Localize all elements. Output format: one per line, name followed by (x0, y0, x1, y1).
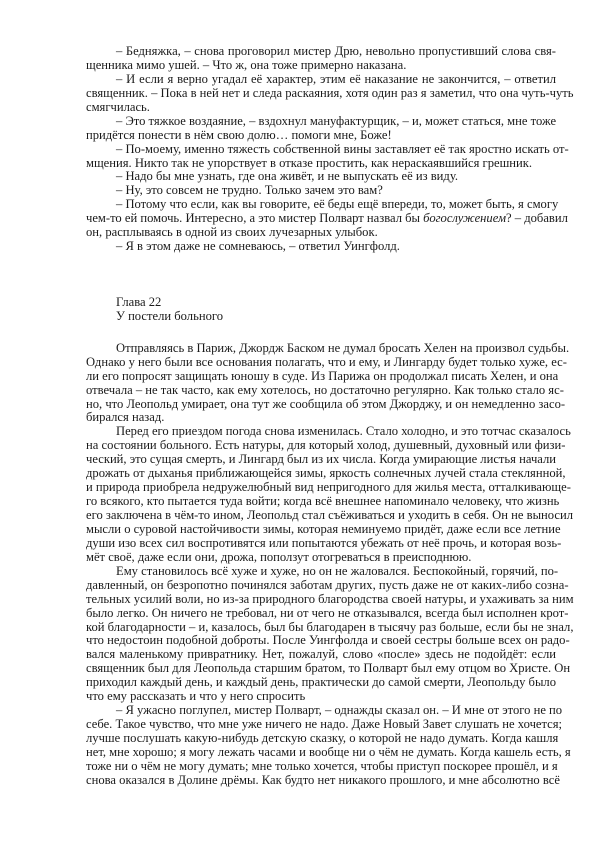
text-line: – Потому что если, как вы говорите, её беды ещё впереди, то, может быть, я смогу (116, 197, 559, 212)
text-line: – Это тяжкое воздаяние, – вздохнул мануфактурщик, – и, может статься, мне тоже (116, 113, 557, 128)
text-line: и природа приобрела недружелюбный вид непригодного для жилья места, отталкивающе- (86, 480, 571, 495)
text-line: го всякого, кто пытается туда войти; когда всё внешнее напоминало человеку, что жизнь (86, 494, 560, 509)
text-line: – Надо бы мне узнать, где она живёт, и не выпускать её из виду. (116, 169, 459, 184)
text-line: но, что Леопольд умирает, она тут же сообщила об этом Джорджу, и он немедленно засо- (86, 396, 566, 411)
text-line: мысли о суровой настойчивости зимы, которая неминуемо придёт, даже если все летние (86, 521, 561, 536)
text-line: на состоянии больного. Есть натуры, для который холод, душевный, духовный или физи- (86, 438, 566, 453)
text-line: – Я ужасно поглупел, мистер Полварт, – однажды сказал он. – И мне от этого не по (116, 703, 563, 718)
text-line: щенника мимо ушей. – Что ж, она тоже примерно наказана. (86, 57, 407, 72)
text-line: тельных усилий воли, но из-за природного благородства своей натуры, и ухаживать за ним (86, 591, 574, 606)
text-line: мёт своё, даже если они, дрожа, поползут отогреваться в преисподнюю. (86, 549, 472, 564)
chapter-body (86, 340, 574, 788)
text-line: он, расплываясь в одной из своих лучезарных улыбок. (86, 225, 378, 240)
text-line: лучше послушать какую-нибудь детскую сказку, о которой не надо думать. Когда кашля (86, 731, 559, 745)
text-line: отвечала – не так часто, как ему хотелось, но достаточно регулярно. Как только стало яс- (86, 382, 564, 397)
text-line: что ему рассказать и что у него спросить (86, 689, 306, 704)
text-line: – Бедняжка, – снова проговорил мистер Дрю, невольно пропустивший слова свя- (116, 44, 556, 58)
text-line: Отправляясь в Париж, Джордж Баском не думал бросать Хелен на произвол судьбы. (116, 340, 570, 355)
document-page (86, 44, 574, 788)
text-line: – По-моему, именно тяжесть собственной вины заставляет её так яростно искать от- (116, 141, 569, 156)
text-line: давленный, он безропотно починялся заботам других, пусть даже не от каких-либо созна- (86, 577, 569, 592)
text-line: что недостоин подобной доброты. После Уингфолда и своей сестры больше всех он радо- (86, 633, 570, 648)
text-line: было легко. Он ничего не требовал, ни от чего не отказывался, всегда был исполнен крот- (86, 605, 569, 620)
text-line: нет, мне хорошо; я могу лежать часами и вообще ни о чём не думать. Когда кашель есть, я (86, 744, 571, 759)
text-line: приходил каждый день, и каждый день, практически до самой смерти, Леопольду было (86, 675, 556, 690)
text-line: снова оказался в Долине дрёмы. Как будто нет никакого прошлого, и мне абсолютно всё (86, 772, 560, 787)
text-span: чем-то ей помочь. Интересно, а это мистер Полварт назвал бы (86, 211, 424, 226)
text-line: – Ну, это совсем не трудно. Только зачем это вам? (116, 183, 383, 198)
text-line: священник был для Леопольда старшим братом, то Полварт был ему отцом во Христе. Он (86, 661, 571, 676)
text-line: души изо всех сил воспротивятся или попытаются убежать от неё прочь, и которая возь- (86, 535, 562, 550)
text-span: ? – добавил (506, 211, 568, 226)
text-line: кой благодарности – и, казалось, был бы благодарен в тысячу раз больше, если бы не знал, (86, 619, 574, 634)
dialogue-section-end (86, 226, 556, 254)
text-line: священник. – Пока в ней нет и следа раскаяния, хотя один раз я заметил, что она чуть-чуть (86, 85, 574, 100)
text-line: тоже ни о чём не могу думать; мне только хочется, чтобы приступ поскорее прошёл, и я (86, 758, 558, 773)
text-line: – И если я верно угадал её характер, этим её наказание не закончится, – ответил (116, 71, 556, 86)
text-line: Однако у него были все основания полагать, что и ему, и Лингарду будет только хуже, ес- (86, 354, 567, 369)
text-line: Ему становилось всё хуже и хуже, но он не жаловался. Беспокойный, горячий, по- (116, 563, 559, 578)
dialogue-section (86, 44, 574, 212)
text-line: бирался назад. (86, 410, 165, 425)
chapter-title: У постели больного (116, 308, 224, 323)
text-line: Перед его приездом погода снова изменилась. Стало холодно, и это тотчас сказалось (116, 424, 571, 439)
text-line: дрожать от дыханья приближающейся зимы, яркость солнечных лучей стала стеклянной, (86, 466, 566, 481)
text-line-italic (86, 211, 568, 226)
text-line: придётся понести в нём свою долю… помоги мне, Боже! (86, 127, 392, 142)
text-line: себе. Такое чувство, что мне уже ничего не надо. Даже Новый Завет слушать не хочется; (86, 717, 563, 732)
text-line: смягчилась. (86, 99, 150, 114)
text-line: вался маленькому привратнику. Нет, пожалуй, слово «после» здесь не подойдёт: если (86, 647, 556, 662)
text-line: мщения. Никто так не упорствует в отказе простить, как нераскаявшийся грешник. (86, 155, 533, 170)
text-line: ли его попросят защищать юношу в суде. Из Парижа он продолжал писать Хелен, и она (86, 368, 559, 383)
text-line: ческий, это сущая смерть, и Лингард был из их числа. Когда умирающие листья начали (86, 452, 556, 467)
text-line: его заключена в чём-то ином, Леопольд стал съёживаться и уходить в себя. Он не выносил (86, 508, 574, 522)
chapter-number: Глава 22 (116, 294, 162, 309)
italic-term: богослужением (423, 211, 507, 226)
text-line: – Я в этом даже не сомневаюсь, – ответил Уингфолд. (116, 239, 400, 254)
